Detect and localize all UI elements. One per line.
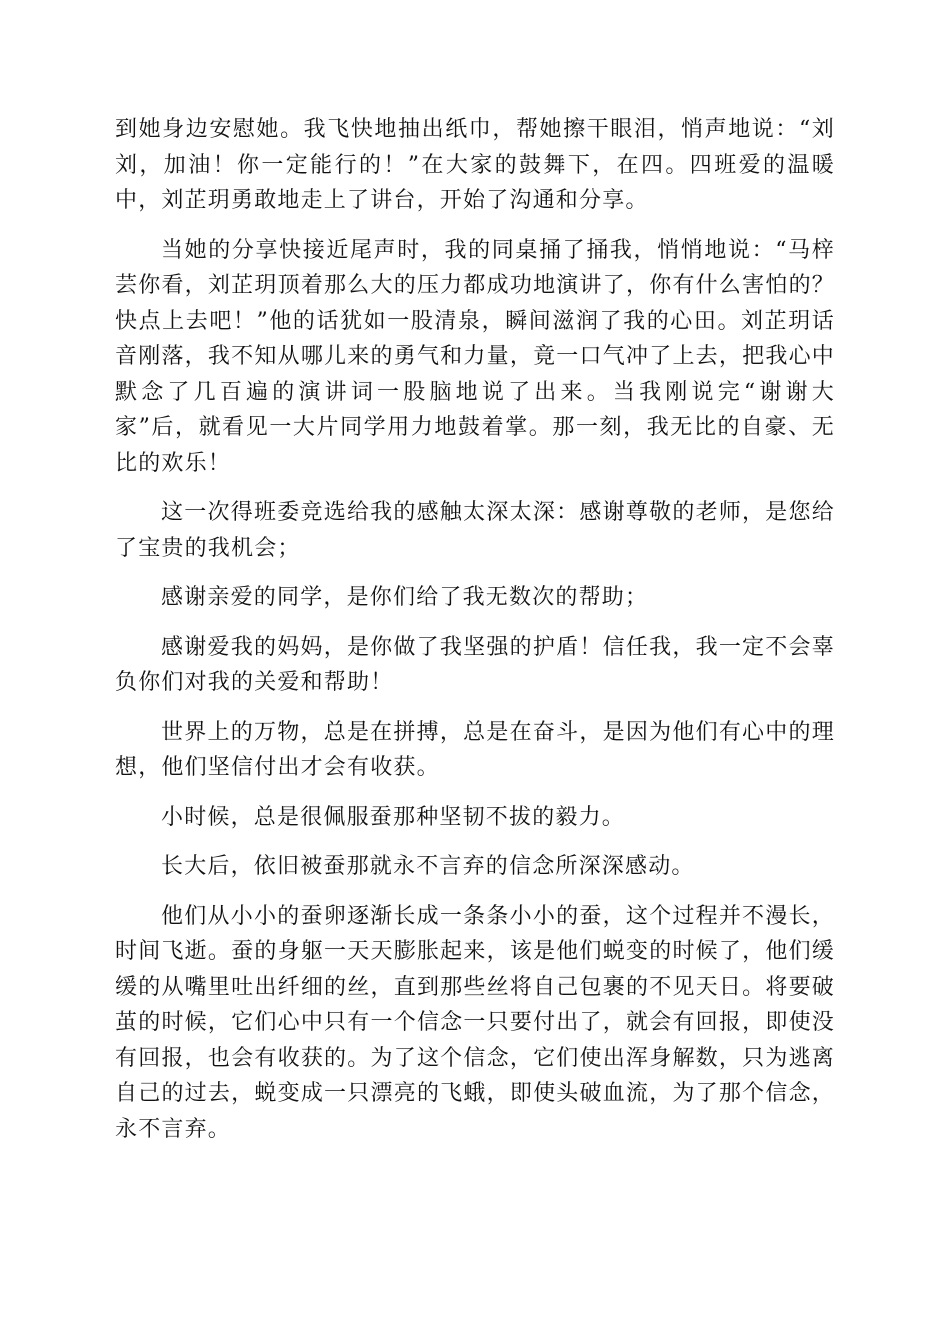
paragraph-5: 感谢爱我的妈妈，是你做了我坚强的护盾！信任我，我一定不会辜负你们对我的关爱和帮助！ <box>115 634 835 695</box>
paragraph-6: 世界上的万物，总是在拼搏，总是在奋斗，是因为他们有心中的理想，他们坚信付出才会有收获。 <box>115 719 835 780</box>
document-body <box>115 112 835 1161</box>
paragraph-9: 他们从小小的蚕卵逐渐长成一条条小小的蚕，这个过程并不漫长，时间飞逝。蚕的身躯一天天膨胀起来，该是他们蜕变的时候了，他们缓缓的从嘴里吐出纤细的丝，直到那些丝将自己包裹的不见天日。将要破茧的时候，它们心中只有一个信念一只要付出了，就会有回报，即使没有回报，也会有收获的。为了这个信念，它们使出浑身解数，只为逃离自己的过去，蜕变成一只漂亮的飞蛾，即使头破血流，为了那个信念，永不言弃。 <box>115 903 835 1142</box>
paragraph-7: 小时候，总是很佩服蚕那种坚韧不拔的毅力。 <box>161 804 626 830</box>
paragraph-2: 当她的分享快接近尾声时，我的同桌捅了捅我，悄悄地说：“马梓芸你看，刘芷玥顶着那么大的压力都成功地演讲了，你有什么害怕的？快点上去吧！”他的话犹如一股清泉，瞬间滋润了我的心田。刘芷玥话音刚落，我不知从哪儿来的勇气和力量，竟一口气冲了上去，把我心中默念了几百遍的演讲词一股脑地说了出来。当我刚说完“谢谢大家”后，就看见一大片同学用力地鼓着掌。那一刻，我无比的自豪、无比的欢乐！ <box>115 237 835 476</box>
paragraph-4: 感谢亲爱的同学，是你们给了我无数次的帮助； <box>161 585 649 610</box>
paragraph-8: 长大后，依旧被蚕那就永不言弃的信念所深深感动。 <box>161 854 695 879</box>
paragraph-3: 这一次得班委竞选给我的感触太深太深：感谢尊敬的老师，是您给了宝贵的我机会； <box>115 500 835 561</box>
paragraph-1: 到她身边安慰她。我飞快地抽出纸巾，帮她擦干眼泪，悄声地说：“刘刘，加油！你一定能行的！”在大家的鼓舞下，在四。四班爱的温暖中，刘芷玥勇敢地走上了讲台，开始了沟通和分享。 <box>115 117 835 213</box>
